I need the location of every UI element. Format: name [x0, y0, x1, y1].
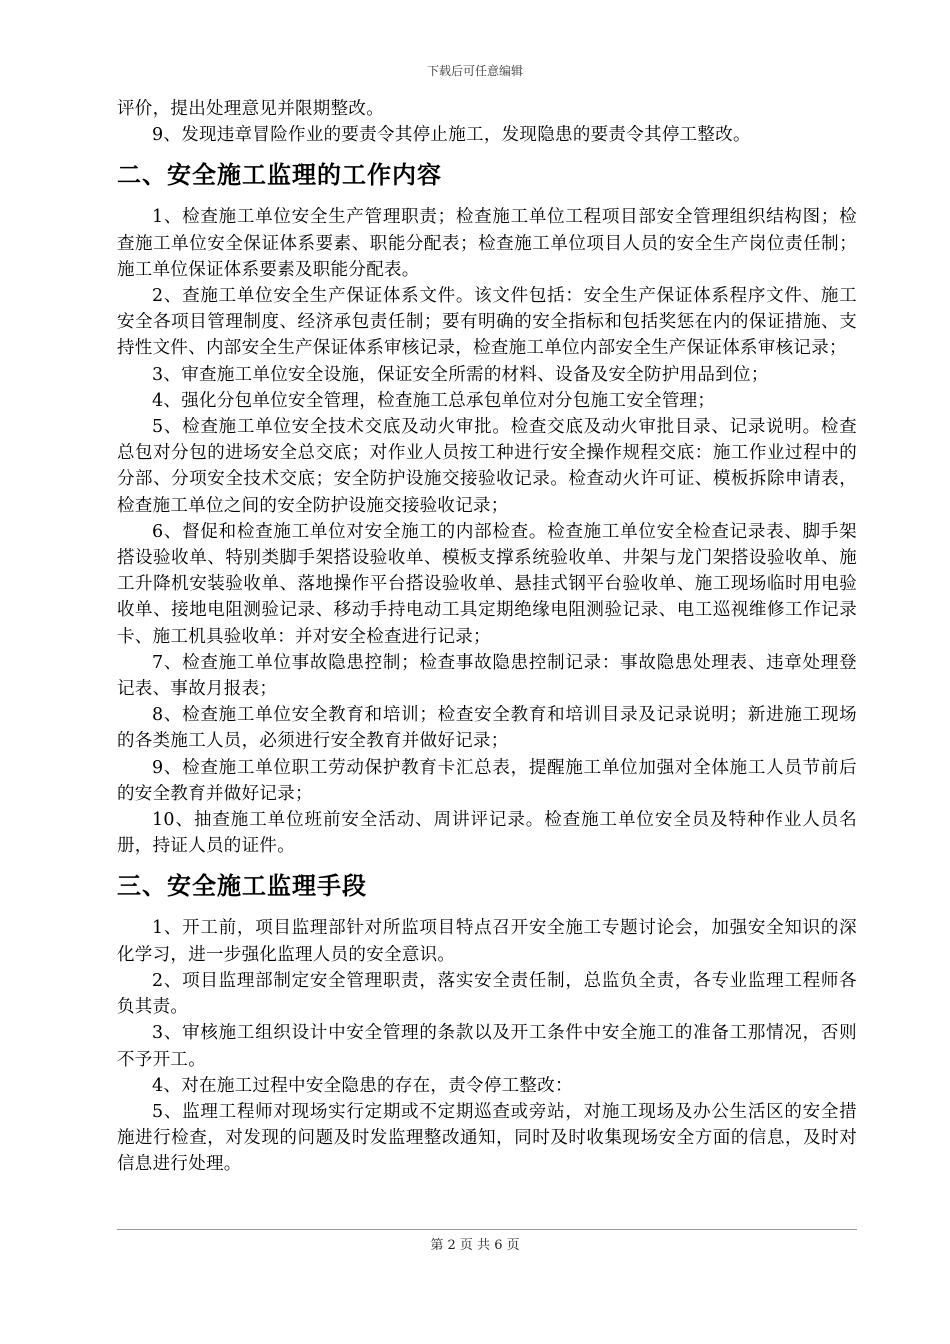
page-header: 下载后可任意编辑 [426, 64, 523, 78]
section3-item-4: 4、对在施工过程中安全隐患的存在，责令停工整改： [152, 1075, 573, 1096]
section2-item-6: 6、督促和检查施工单位对安全施工的内部检查。检查施工单位安全检查记录表、脚手架搭设验收单、特别类脚手架搭设验收单、模板支撑系统验收单、井架与龙门架搭设验收单、施工升降机安装验收单、落地操作平台搭设验收单、悬挂式钢平台验收单、施工现场临时用电验收单、接地电阻测验记录、移动手持电动工具定期绝缘电阻测验记录、电工巡视维修工作记录卡、施工机具验收单：并对安全检查进行记录； [117, 521, 857, 647]
section2-item-10: 10、抽查施工单位班前安全活动、周讲评记录。检查施工单位安全员及特种作业人员名册，持证人员的证件。 [117, 810, 857, 857]
section3-item-1: 1、开工前，项目监理部针对所监项目特点召开安全施工专题讨论会，加强安全知识的深化学习，进一步强化监理人员的安全意识。 [117, 918, 857, 965]
intro-line-1: 评价，提出处理意见并限期整改。 [117, 99, 384, 119]
intro-line-2: 9、发现违章冒险作业的要责令其停止施工，发现隐患的要责令其停工整改。 [152, 125, 751, 146]
document-body [117, 96, 857, 1178]
section3-item-2: 2、项目监理部制定安全管理职责，落实安全责任制，总监负全责，各专业监理工程师各负其责。 [117, 970, 857, 1018]
section2-item-8: 8、检查施工单位安全教育和培训；检查安全教育和培训目录及记录说明；新进施工现场的各类施工人员，必须进行安全教育并做好记录； [117, 705, 857, 752]
page-footer: 第 2 页 共 6 页 [430, 1238, 520, 1253]
section2-item-1: 1、检查施工单位安全生产管理职责；检查施工单位工程项目部安全管理组织结构图；检查施工单位安全保证体系要素、职能分配表；检查施工单位项目人员的安全生产岗位责任制；施工单位保证体系要素及职能分配表。 [117, 207, 857, 280]
section-heading-3: 三、安全施工监理手段 [117, 872, 367, 901]
section-heading-2: 二、安全施工监理的工作内容 [117, 161, 442, 190]
section2-item-4: 4、强化分包单位安全管理，检查施工总承包单位对分包施工安全管理； [152, 390, 716, 411]
section2-item-3: 3、审查施工单位安全设施，保证安全所需的材料、设备及安全防护用品到位； [152, 364, 769, 385]
section2-item-7: 7、检查施工单位事故隐患控制；检查事故隐患控制记录：事故隐患处理表、违章处理登记表、事故月报表； [117, 652, 857, 700]
section2-item-2: 2、查施工单位安全生产保证体系文件。该文件包括：安全生产保证体系程序文件、施工安全各项目管理制度、经济承包责任制；要有明确的安全指标和包括奖惩在内的保证措施、支持性文件、内部安全生产保证体系审核记录，检查施工单位内部安全生产保证体系审核记录； [117, 286, 857, 359]
section2-item-5: 5、检查施工单位安全技术交底及动火审批。检查交底及动火审批目录、记录说明。检查总包对分包的进场安全总交底；对作业人员按工种进行安全操作规程交底：施工作业过程中的分部、分项安全技术交底；安全防护设施交接验收记录。检查动火许可证、模板拆除申请表，检查施工单位之间的安全防护设施交接验收记录； [117, 417, 857, 516]
section2-item-9: 9、检查施工单位职工劳动保护教育卡汇总表，提醒施工单位加强对全体施工人员节前后的安全教育并做好记录； [117, 757, 857, 804]
section3-item-3: 3、审核施工组织设计中安全管理的条款以及开工条件中安全施工的准备工那情况，否则不予开工。 [117, 1023, 857, 1070]
section3-item-5: 5、监理工程师对现场实行定期或不定期巡查或旁站，对施工现场及办公生活区的安全措施进行检查，对发现的问题及时发监理整改通知，同时及时收集现场安全方面的信息，及时对信息进行处理。 [117, 1101, 857, 1175]
footer-divider [117, 1229, 857, 1230]
